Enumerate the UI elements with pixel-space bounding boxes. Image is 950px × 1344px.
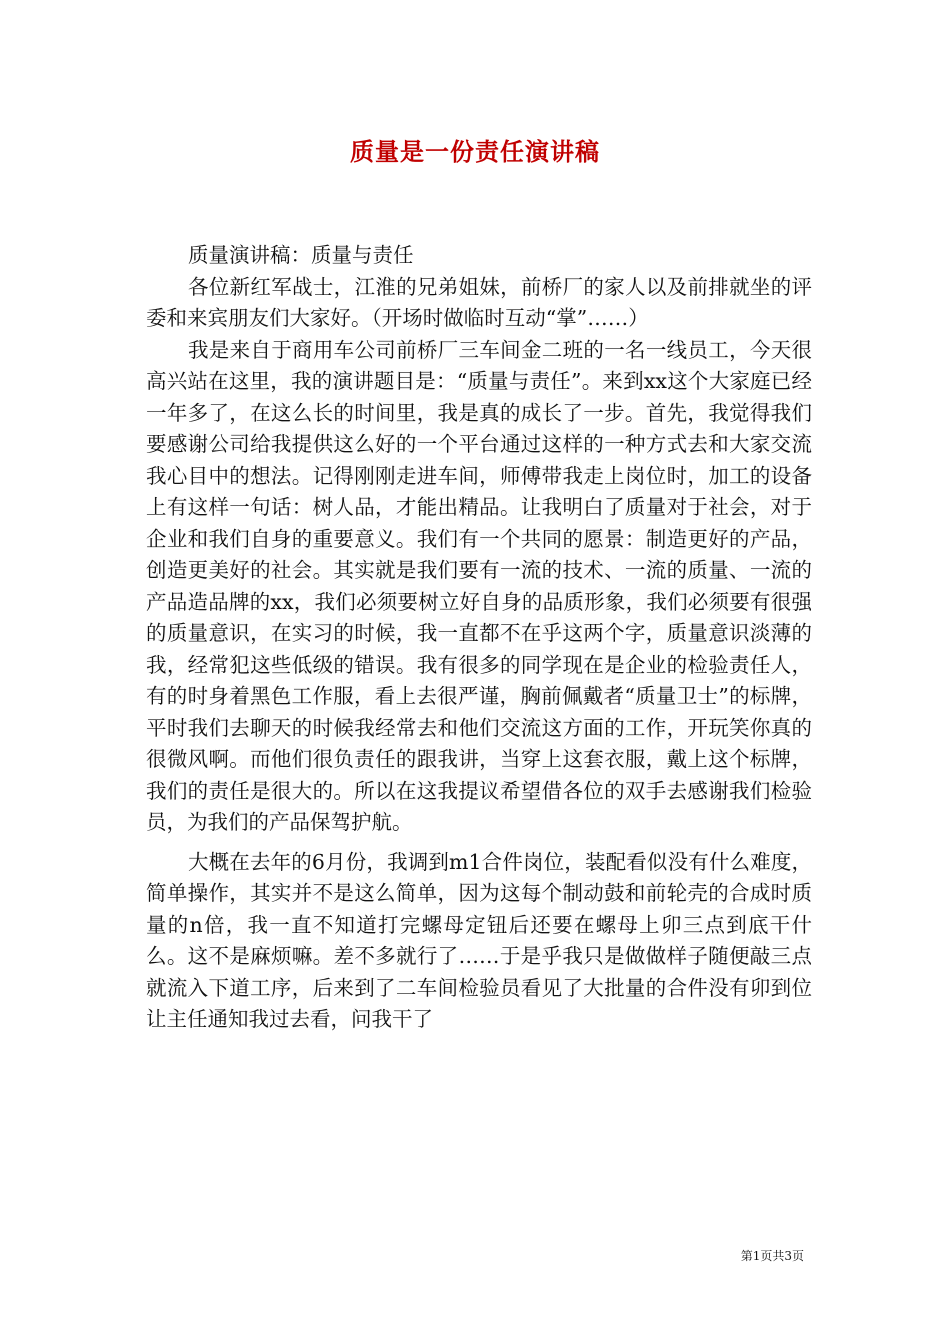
document-title: 质量是一份责任演讲稿 — [350, 137, 600, 166]
document-subtitle: 质量演讲稿：质量与责任 — [188, 243, 414, 267]
page-number: 第1页共3页 — [740, 1249, 804, 1263]
paragraph-greeting: 各位新红军战士，江淮的兄弟姐妹，前桥厂的家人以及前排就坐的评委和来宾朋友们大家好。（开场时做临时互动“掌”……） — [146, 274, 812, 330]
document-body — [146, 240, 812, 1036]
paragraph-introduction: 我是来自于商用车公司前桥厂三车间金二班的一名一线员工，今天很高兴站在这里，我的演讲题目是：“质量与责任”。来到xx这个大家庭已经一年多了，在这么长的时间里，我是真的成长了一步。首先，我觉得我们要感谢公司给我提供这么好的一个平台通过这样的一种方式去和大家交流我心目中的想法。记得刚刚走进车间，师傅带我走上岗位时，加工的设备上有这样一句话：树人品，才能出精品。让我明白了质量对于社会，对于企业和我们自身的重要意义。我们有一个共同的愿景：制造更好的产品，创造更美好的社会。其实就是我们要有一流的技术、一流的质量、一流的产品造品牌的xx，我们必须要树立好自身的品质形象，我们必须要有很强的质量意识，在实习的时候，我一直都不在乎这两个字，质量意识淡薄的我，经常犯这些低级的错误。我有很多的同学现在是企业的检验责任人，有的时身着黑色工作服，看上去很严谨，胸前佩戴者“质量卫士”的标牌，平时我们去聊天的时候我经常去和他们交流这方面的工作，开玩笑你真的很微风啊。而他们很负责任的跟我讲，当穿上这套衣服，戴上这个标牌，我们的责任是很大的。所以在这我提议希望借各位的双手去感谢我们检验员，为我们的产品保驾护航。 — [146, 337, 812, 834]
paragraph-story: 大概在去年的6月份，我调到m1合件岗位，装配看似没有什么难度，简单操作，其实并不是这么简单，因为这每个制动鼓和前轮壳的合成时质量的n倍，我一直不知道打完螺母定钮后还要在螺母上卯三点到底干什么。这不是麻烦嘛。差不多就行了……于是乎我只是做做样子随便敲三点就流入下道工序，后来到了二车间检验员看见了大批量的合件没有卯到位让主任通知我过去看，问我干了 — [146, 849, 812, 1031]
